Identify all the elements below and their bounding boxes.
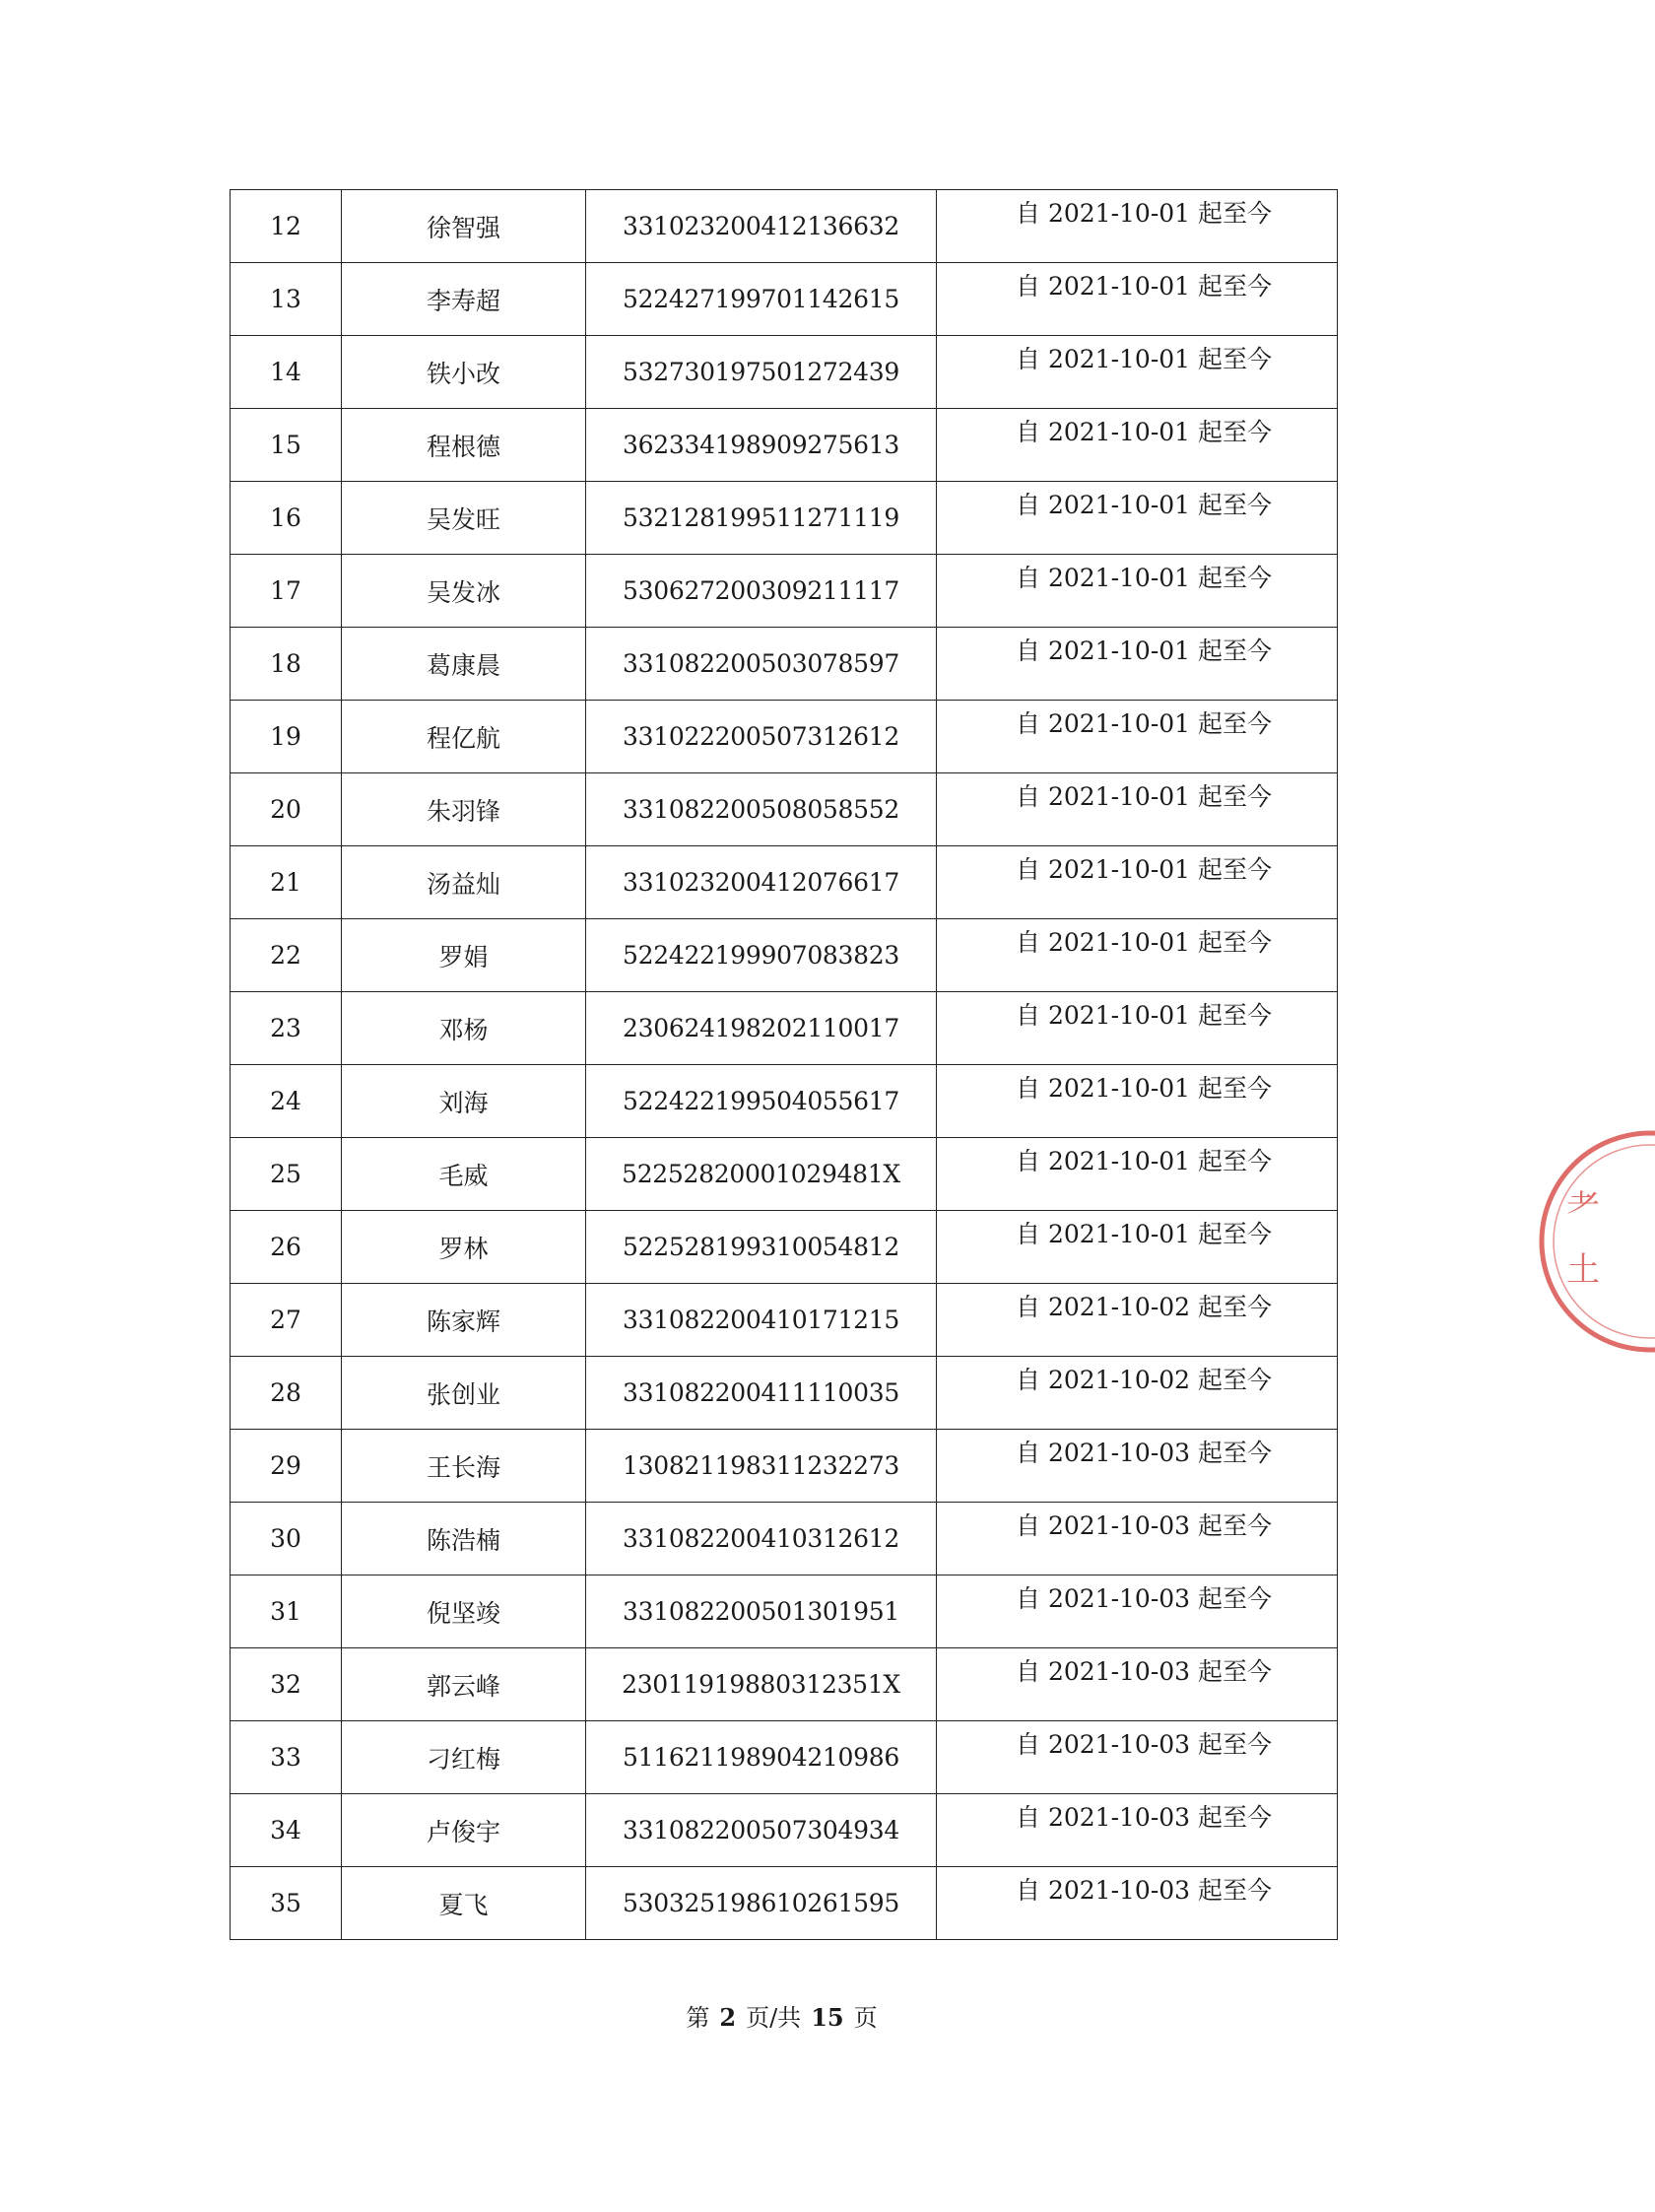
id-number-cell: [586, 628, 937, 701]
table-row: [231, 1138, 1338, 1211]
row-number-cell: [231, 919, 342, 992]
table-row: [231, 701, 1338, 773]
id-number: 331023200412136632: [623, 212, 899, 240]
id-number: 331082200410171215: [623, 1306, 899, 1334]
enrollment-period-cell: [937, 1503, 1338, 1575]
row-number: 23: [270, 1014, 301, 1042]
id-number-cell: [586, 482, 937, 555]
footer-prefix: 第: [686, 2004, 710, 2032]
enrollment-period: 自 2021-10-01 起至今: [1016, 564, 1273, 592]
id-number-cell: [586, 190, 937, 263]
id-number-cell: [586, 409, 937, 482]
row-number-cell: [231, 1867, 342, 1940]
table-row: [231, 1357, 1338, 1430]
row-number-cell: [231, 773, 342, 846]
id-number: 362334198909275613: [623, 431, 899, 459]
enrollment-period-cell: [937, 409, 1338, 482]
enrollment-period-cell: [937, 1794, 1338, 1867]
id-number-cell: [586, 555, 937, 628]
row-number-cell: [231, 1575, 342, 1648]
table-row: [231, 628, 1338, 701]
row-number: 28: [270, 1378, 301, 1407]
row-number: 12: [270, 212, 301, 240]
row-number-cell: [231, 846, 342, 919]
row-number-cell: [231, 1211, 342, 1284]
id-number: 331023200412076617: [623, 868, 899, 897]
row-number-cell: [231, 1357, 342, 1430]
person-name: 李寿超: [426, 286, 500, 315]
enrollment-period: 自 2021-10-01 起至今: [1016, 1220, 1273, 1248]
table-row: [231, 1721, 1338, 1794]
person-name-cell: [342, 409, 586, 482]
person-name-cell: [342, 1575, 586, 1648]
person-name: 刁红梅: [426, 1744, 500, 1774]
id-number-cell: [586, 336, 937, 409]
row-number: 26: [270, 1233, 301, 1261]
table-row: [231, 1065, 1338, 1138]
person-name: 毛威: [438, 1161, 489, 1190]
row-number-cell: [231, 409, 342, 482]
id-number: 331082200501301951: [623, 1597, 899, 1626]
row-number-cell: [231, 1430, 342, 1503]
enrollment-period-cell: [937, 846, 1338, 919]
enrollment-period-cell: [937, 628, 1338, 701]
person-name: 张创业: [426, 1379, 500, 1409]
person-name: 程根德: [426, 432, 500, 461]
person-name: 陈浩楠: [426, 1525, 500, 1555]
table-row: [231, 1867, 1338, 1940]
row-number-cell: [231, 1648, 342, 1721]
enrollment-period: 自 2021-10-03 起至今: [1016, 1511, 1273, 1540]
footer-current-page: 2: [719, 2003, 737, 2032]
row-number-cell: [231, 1065, 342, 1138]
table-row: [231, 1430, 1338, 1503]
footer-total-pages: 15: [811, 2003, 844, 2032]
id-number: 331082200503078597: [623, 649, 899, 678]
roster-table: [230, 189, 1338, 1940]
id-number: 511621198904210986: [623, 1743, 899, 1772]
enrollment-period-cell: [937, 1357, 1338, 1430]
person-name: 罗林: [438, 1234, 489, 1263]
table-row: [231, 846, 1338, 919]
enrollment-period-cell: [937, 992, 1338, 1065]
id-number: 522422199504055617: [623, 1087, 899, 1115]
id-number-cell: [586, 773, 937, 846]
person-name-cell: [342, 1794, 586, 1867]
row-number: 22: [270, 941, 301, 970]
enrollment-period-cell: [937, 773, 1338, 846]
id-number: 331082200411110035: [623, 1378, 899, 1407]
table-row: [231, 482, 1338, 555]
id-number-cell: [586, 1503, 937, 1575]
enrollment-period: 自 2021-10-01 起至今: [1016, 709, 1273, 738]
id-number: 331082200507304934: [623, 1816, 899, 1844]
id-number-cell: [586, 1648, 937, 1721]
id-number: 530627200309211117: [623, 576, 899, 605]
id-number-cell: [586, 701, 937, 773]
person-name-cell: [342, 773, 586, 846]
person-name: 罗娟: [438, 942, 489, 972]
table-row: [231, 1284, 1338, 1357]
table-row: [231, 773, 1338, 846]
person-name: 吴发旺: [426, 504, 500, 534]
id-number: 532128199511271119: [623, 503, 899, 532]
row-number-cell: [231, 628, 342, 701]
enrollment-period-cell: [937, 1284, 1338, 1357]
table-row: [231, 1211, 1338, 1284]
enrollment-period: 自 2021-10-01 起至今: [1016, 637, 1273, 665]
enrollment-period-cell: [937, 1575, 1338, 1648]
row-number: 18: [270, 649, 301, 678]
enrollment-period: 自 2021-10-03 起至今: [1016, 1803, 1273, 1832]
enrollment-period: 自 2021-10-01 起至今: [1016, 199, 1273, 228]
id-number-cell: [586, 992, 937, 1065]
id-number-cell: [586, 846, 937, 919]
roster-table-body: [231, 190, 1338, 1940]
enrollment-period: 自 2021-10-02 起至今: [1016, 1366, 1273, 1394]
person-name: 陈家辉: [426, 1307, 500, 1336]
person-name-cell: [342, 1648, 586, 1721]
table-row: [231, 409, 1338, 482]
person-name: 铁小改: [426, 359, 500, 388]
person-name-cell: [342, 555, 586, 628]
enrollment-period: 自 2021-10-01 起至今: [1016, 1074, 1273, 1103]
id-number: 52252820001029481X: [622, 1160, 900, 1188]
row-number: 31: [270, 1597, 301, 1626]
id-number: 522427199701142615: [623, 285, 899, 313]
id-number: 130821198311232273: [623, 1451, 899, 1480]
enrollment-period: 自 2021-10-01 起至今: [1016, 1147, 1273, 1175]
id-number-cell: [586, 263, 937, 336]
enrollment-period-cell: [937, 336, 1338, 409]
enrollment-period-cell: [937, 1648, 1338, 1721]
id-number-cell: [586, 1138, 937, 1211]
row-number: 25: [270, 1160, 301, 1188]
table-row: [231, 555, 1338, 628]
person-name: 徐智强: [426, 213, 500, 242]
id-number: 331082200508058552: [623, 795, 899, 824]
id-number: 530325198610261595: [623, 1889, 899, 1917]
enrollment-period-cell: [937, 1138, 1338, 1211]
id-number: 230624198202110017: [623, 1014, 899, 1042]
table-row: [231, 263, 1338, 336]
row-number: 15: [270, 431, 301, 459]
person-name: 王长海: [426, 1452, 500, 1482]
enrollment-period-cell: [937, 1065, 1338, 1138]
enrollment-period: 自 2021-10-03 起至今: [1016, 1657, 1273, 1686]
enrollment-period: 自 2021-10-01 起至今: [1016, 345, 1273, 373]
enrollment-period: 自 2021-10-01 起至今: [1016, 1001, 1273, 1030]
row-number-cell: [231, 336, 342, 409]
row-number: 14: [270, 358, 301, 386]
id-number-cell: [586, 1211, 937, 1284]
person-name-cell: [342, 1284, 586, 1357]
person-name-cell: [342, 1721, 586, 1794]
row-number-cell: [231, 1794, 342, 1867]
person-name: 葛康晨: [426, 650, 500, 680]
row-number: 35: [270, 1889, 301, 1917]
row-number-cell: [231, 263, 342, 336]
person-name-cell: [342, 1430, 586, 1503]
id-number-cell: [586, 1721, 937, 1794]
row-number-cell: [231, 190, 342, 263]
row-number: 27: [270, 1306, 301, 1334]
enrollment-period: 自 2021-10-01 起至今: [1016, 855, 1273, 884]
person-name: 邓杨: [438, 1015, 489, 1044]
enrollment-period: 自 2021-10-02 起至今: [1016, 1293, 1273, 1321]
enrollment-period: 自 2021-10-01 起至今: [1016, 928, 1273, 957]
person-name-cell: [342, 1138, 586, 1211]
row-number: 13: [270, 285, 301, 313]
enrollment-period: 自 2021-10-03 起至今: [1016, 1876, 1273, 1905]
row-number-cell: [231, 1138, 342, 1211]
person-name: 汤益灿: [426, 869, 500, 899]
enrollment-period: 自 2021-10-03 起至今: [1016, 1730, 1273, 1759]
row-number: 24: [270, 1087, 301, 1115]
enrollment-period-cell: [937, 1211, 1338, 1284]
row-number: 17: [270, 576, 301, 605]
row-number-cell: [231, 1503, 342, 1575]
person-name-cell: [342, 992, 586, 1065]
row-number: 20: [270, 795, 301, 824]
enrollment-period-cell: [937, 190, 1338, 263]
row-number: 34: [270, 1816, 301, 1844]
enrollment-period-cell: [937, 1721, 1338, 1794]
table-row: [231, 1794, 1338, 1867]
person-name-cell: [342, 482, 586, 555]
id-number-cell: [586, 1430, 937, 1503]
person-name-cell: [342, 919, 586, 992]
person-name-cell: [342, 1503, 586, 1575]
id-number: 23011919880312351X: [622, 1670, 900, 1699]
row-number: 33: [270, 1743, 301, 1772]
person-name-cell: [342, 1867, 586, 1940]
person-name: 程亿航: [426, 723, 500, 753]
person-name-cell: [342, 1211, 586, 1284]
row-number: 16: [270, 503, 301, 532]
person-name-cell: [342, 628, 586, 701]
row-number-cell: [231, 482, 342, 555]
enrollment-period-cell: [937, 919, 1338, 992]
id-number-cell: [586, 1065, 937, 1138]
enrollment-period-cell: [937, 263, 1338, 336]
row-number: 19: [270, 722, 301, 751]
id-number-cell: [586, 1575, 937, 1648]
enrollment-period: 自 2021-10-01 起至今: [1016, 491, 1273, 519]
id-number-cell: [586, 919, 937, 992]
person-name-cell: [342, 336, 586, 409]
row-number: 21: [270, 868, 301, 897]
enrollment-period: 自 2021-10-01 起至今: [1016, 782, 1273, 811]
enrollment-period-cell: [937, 1867, 1338, 1940]
row-number-cell: [231, 555, 342, 628]
person-name: 倪坚竣: [426, 1598, 500, 1628]
table-row: [231, 1575, 1338, 1648]
person-name-cell: [342, 263, 586, 336]
enrollment-period-cell: [937, 701, 1338, 773]
enrollment-period: 自 2021-10-01 起至今: [1016, 418, 1273, 446]
table-row: [231, 1648, 1338, 1721]
id-number-cell: [586, 1357, 937, 1430]
person-name-cell: [342, 701, 586, 773]
row-number-cell: [231, 1284, 342, 1357]
table-row: [231, 919, 1338, 992]
person-name-cell: [342, 1065, 586, 1138]
person-name: 刘海: [438, 1088, 489, 1117]
table-row: [231, 992, 1338, 1065]
id-number: 522422199907083823: [623, 941, 899, 970]
table-row: [231, 1503, 1338, 1575]
row-number: 29: [270, 1451, 301, 1480]
enrollment-period: 自 2021-10-01 起至今: [1016, 272, 1273, 301]
official-seal-stamp: [1537, 1123, 1655, 1360]
id-number: 532730197501272439: [623, 358, 899, 386]
footer-middle: 页/共: [746, 2004, 802, 2032]
svg-text:⼟: ⼟: [1566, 1250, 1600, 1290]
page-footer: [0, 1998, 1563, 2033]
row-number: 32: [270, 1670, 301, 1699]
enrollment-period-cell: [937, 1430, 1338, 1503]
id-number-cell: [586, 1867, 937, 1940]
person-name: 吴发冰: [426, 577, 500, 607]
person-name: 郭云峰: [426, 1671, 500, 1701]
person-name-cell: [342, 846, 586, 919]
table-row: [231, 336, 1338, 409]
table-row: [231, 190, 1338, 263]
footer-suffix: 页: [853, 2004, 878, 2032]
id-number: 522528199310054812: [623, 1233, 899, 1261]
enrollment-period-cell: [937, 555, 1338, 628]
row-number-cell: [231, 1721, 342, 1794]
id-number-cell: [586, 1284, 937, 1357]
enrollment-period: 自 2021-10-03 起至今: [1016, 1584, 1273, 1613]
person-name: 夏飞: [438, 1890, 489, 1919]
row-number: 30: [270, 1524, 301, 1553]
id-number-cell: [586, 1794, 937, 1867]
id-number: 331022200507312612: [623, 722, 899, 751]
svg-text:⺹: ⺹: [1566, 1186, 1600, 1226]
person-name: 卢俊宇: [426, 1817, 500, 1846]
enrollment-period: 自 2021-10-03 起至今: [1016, 1439, 1273, 1467]
row-number-cell: [231, 992, 342, 1065]
person-name-cell: [342, 1357, 586, 1430]
enrollment-period-cell: [937, 482, 1338, 555]
person-name-cell: [342, 190, 586, 263]
id-number: 331082200410312612: [623, 1524, 899, 1553]
row-number-cell: [231, 701, 342, 773]
person-name: 朱羽锋: [426, 796, 500, 826]
